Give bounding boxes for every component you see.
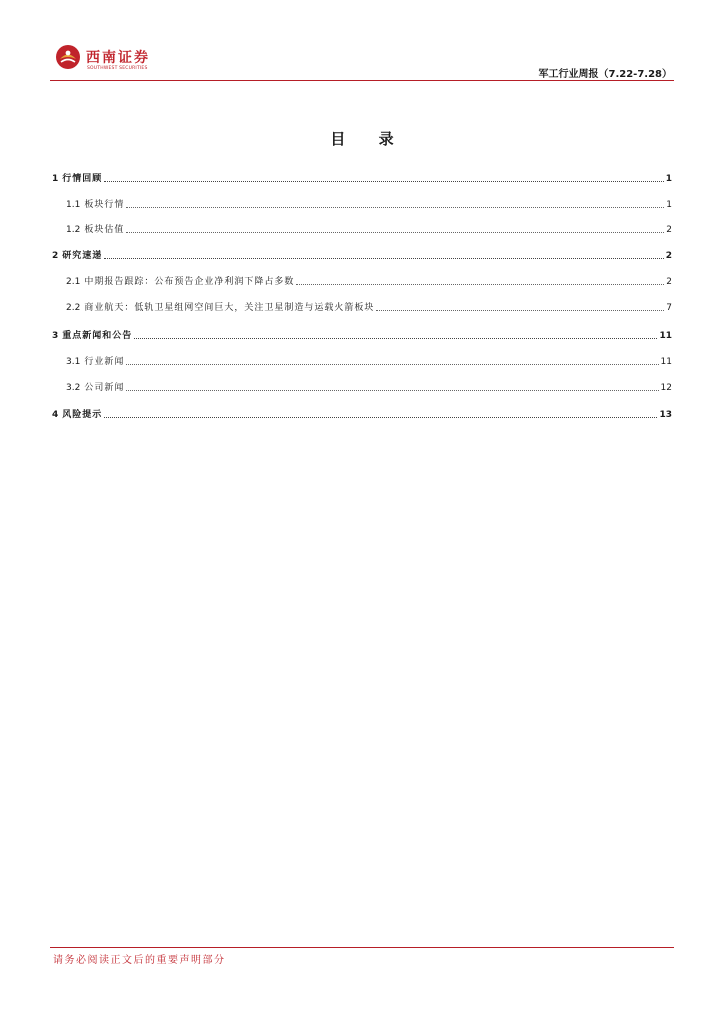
toc-entry-page: 7 <box>666 303 672 313</box>
toc-entry[interactable] <box>52 248 672 262</box>
toc-entry-title: 商业航天：低轨卫星组网空间巨大，关注卫星制造与运载火箭板块 <box>84 303 375 313</box>
toc-entry-number: 2.2 <box>66 303 81 313</box>
toc-entry-page: 2 <box>665 251 672 261</box>
toc-entry-title: 中期报告跟踪：公布预告企业净利润下降占多数 <box>84 277 295 287</box>
toc-entry-number: 3 <box>52 331 59 341</box>
toc-dot-leader <box>104 417 657 418</box>
toc-dot-leader <box>104 181 663 182</box>
toc-dot-leader <box>296 284 664 285</box>
toc-entry-page: 11 <box>659 331 672 341</box>
toc-entry-title: 板块估值 <box>84 225 125 235</box>
toc-dot-leader <box>134 338 657 339</box>
toc-entry-page: 1 <box>666 200 672 210</box>
toc-entry[interactable] <box>52 354 672 368</box>
toc-entry[interactable] <box>52 407 672 421</box>
footer-divider <box>50 947 674 948</box>
toc-dot-leader <box>126 232 664 233</box>
toc-entry-title: 研究速递 <box>62 251 103 261</box>
header-divider <box>50 80 674 81</box>
toc-entry-number: 1.1 <box>66 200 81 210</box>
toc-entry-page: 2 <box>666 225 672 235</box>
toc-entry-number: 2.1 <box>66 277 81 287</box>
toc-entry-number: 1.2 <box>66 225 81 235</box>
footer-disclaimer: 请务必阅读正文后的重要声明部分 <box>53 955 226 966</box>
toc-entry-title: 风险提示 <box>62 410 103 420</box>
toc-entry-page: 1 <box>665 174 672 184</box>
toc-dot-leader <box>126 390 658 391</box>
toc-entry[interactable] <box>52 274 672 288</box>
toc-entry-number: 1 <box>52 174 59 184</box>
toc-entry-title: 行业新闻 <box>84 357 125 367</box>
toc-entry-title: 行情回顾 <box>62 174 103 184</box>
toc-entry-page: 2 <box>666 277 672 287</box>
toc-entry-number: 4 <box>52 410 59 420</box>
company-logo-icon <box>55 44 81 70</box>
toc-entry-page: 11 <box>660 357 672 367</box>
toc-entry[interactable] <box>52 171 672 185</box>
toc-dot-leader <box>126 364 658 365</box>
toc-entry-number: 3.1 <box>66 357 81 367</box>
logo-name-cn: 西南证券 <box>86 50 150 66</box>
toc-entry[interactable] <box>52 328 672 342</box>
toc-entry-title: 板块行情 <box>84 200 125 210</box>
toc-entry[interactable] <box>52 197 672 211</box>
toc-entry-title: 公司新闻 <box>84 383 125 393</box>
toc-dot-leader <box>104 258 663 259</box>
logo-name-en: SOUTHWEST SECURITIES <box>87 66 148 71</box>
toc-entry-page: 12 <box>660 383 672 393</box>
toc-entry[interactable] <box>52 222 672 236</box>
toc-entry-title: 重点新闻和公告 <box>62 331 133 341</box>
toc-heading: 目 录 <box>330 130 408 148</box>
toc-entry-number: 2 <box>52 251 59 261</box>
toc-entry-page: 13 <box>659 410 672 420</box>
toc-entry-number: 3.2 <box>66 383 81 393</box>
toc-dot-leader <box>376 310 664 311</box>
toc-entry[interactable] <box>52 380 672 394</box>
report-title: 军工行业周报（7.22-7.28） <box>538 69 672 80</box>
toc-entry[interactable] <box>52 300 672 314</box>
toc-dot-leader <box>126 207 664 208</box>
